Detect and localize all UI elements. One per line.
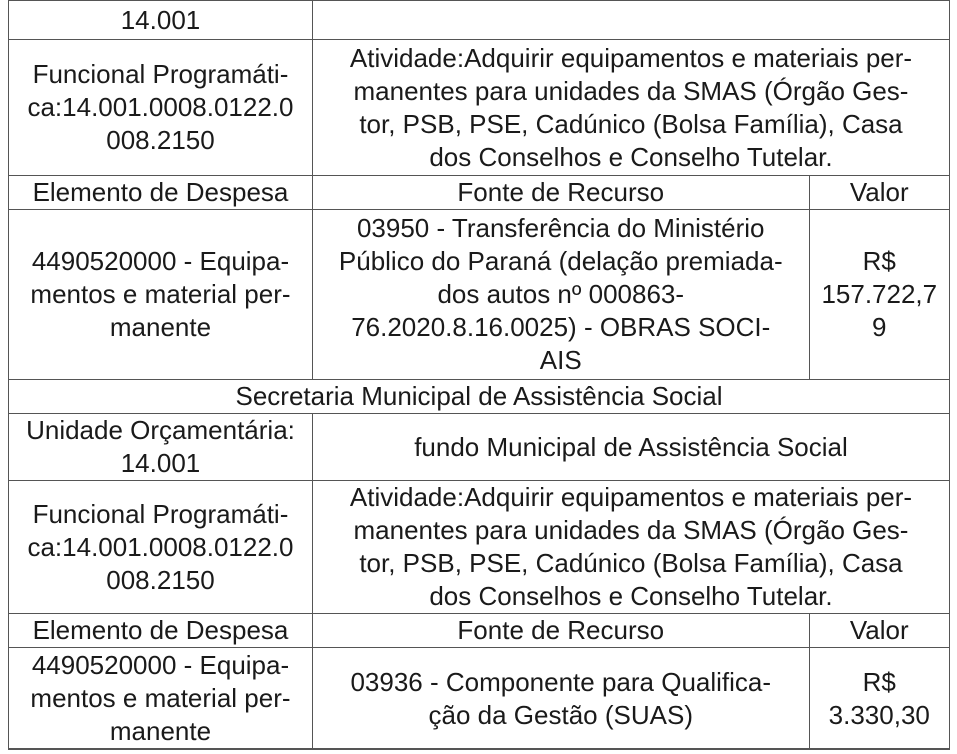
document-page: [8, 0, 950, 754]
elemento-text: 4490520000 - Equipa- mentos e material per- manente: [30, 246, 291, 342]
funcional-cell-2: [9, 481, 313, 614]
elemento-text-2: 4490520000 - Equipa- mentos e material per- manente: [30, 650, 291, 746]
unidade-row: [9, 414, 950, 481]
valor-text-2: R$ 3.330,30: [828, 666, 930, 730]
unidade-label-cell: [9, 414, 313, 481]
unidade-code: 14.001: [120, 4, 201, 35]
elemento-cell: [9, 210, 313, 380]
atividade-cell-2: [312, 481, 949, 614]
funcional-text-2: Funcional Programáti- ca:14.001.0008.0122.0 008.2150: [27, 498, 294, 595]
atividade-text: Atividade:Adquirir equipamentos e materiais per- manentes para unidades da SMAS (Órgão Ges- tor, PSB, PSE, Cadúnico (Bolsa Família), Casa dos Conselhos e Conselho Tutelar.: [349, 42, 913, 172]
atividade-text-2: Atividade:Adquirir equipamentos e materiais per- manentes para unidades da SMAS (Órgão Ges- tor, PSB, PSE, Cadúnico (Bolsa Família), Casa dos Conselhos e Conselho Tutelar.: [349, 482, 913, 611]
fonte-cell-2: [312, 648, 809, 750]
valor-cell: [809, 210, 949, 380]
fonte-text: 03950 - Transferência do Ministério Público do Paraná (delação premiada- dos autos nº 000863- 76.2020.8.16.0025) - OBRAS SOCI- AIS: [338, 213, 783, 375]
atividade-cell: [312, 40, 949, 176]
header-fonte: Fonte de Recurso: [312, 176, 809, 210]
valor-cell-2: [809, 648, 949, 750]
unidade-value-cell: fundo Municipal de Assistência Social: [312, 414, 949, 481]
unidade-label: Unidade Orçamentária: 14.001: [26, 415, 295, 478]
secretaria-row: [9, 380, 950, 414]
unidade-code-cell: [9, 1, 313, 40]
fonte-cell: [312, 210, 809, 380]
header-row: [9, 176, 950, 210]
valor-text: R$ 157.722,7 9: [821, 246, 938, 342]
funcional-cell: [9, 40, 313, 176]
budget-table: [8, 0, 950, 750]
header-elemento-2: Elemento de Despesa: [9, 614, 313, 648]
funcional-text: Funcional Programáti- ca:14.001.0008.0122.0 008.2150: [27, 59, 294, 155]
secretaria-cell: Secretaria Municipal de Assistência Social: [9, 380, 950, 414]
expense-row: [9, 210, 950, 380]
funcional-row: [9, 40, 950, 176]
expense-row-2: [9, 648, 950, 750]
header-elemento: Elemento de Despesa: [9, 176, 313, 210]
unidade-code-row: [9, 1, 950, 40]
empty-cell: [312, 1, 949, 40]
header-fonte-2: Fonte de Recurso: [312, 614, 809, 648]
elemento-cell-2: [9, 648, 313, 750]
header-valor-2: Valor: [809, 614, 949, 648]
fonte-text-2: 03936 - Componente para Qualifica- ção da Gestão (SUAS): [350, 666, 772, 730]
bottom-border: [8, 748, 950, 749]
header-row-2: [9, 614, 950, 648]
header-valor: Valor: [809, 176, 949, 210]
funcional-row-2: [9, 481, 950, 614]
